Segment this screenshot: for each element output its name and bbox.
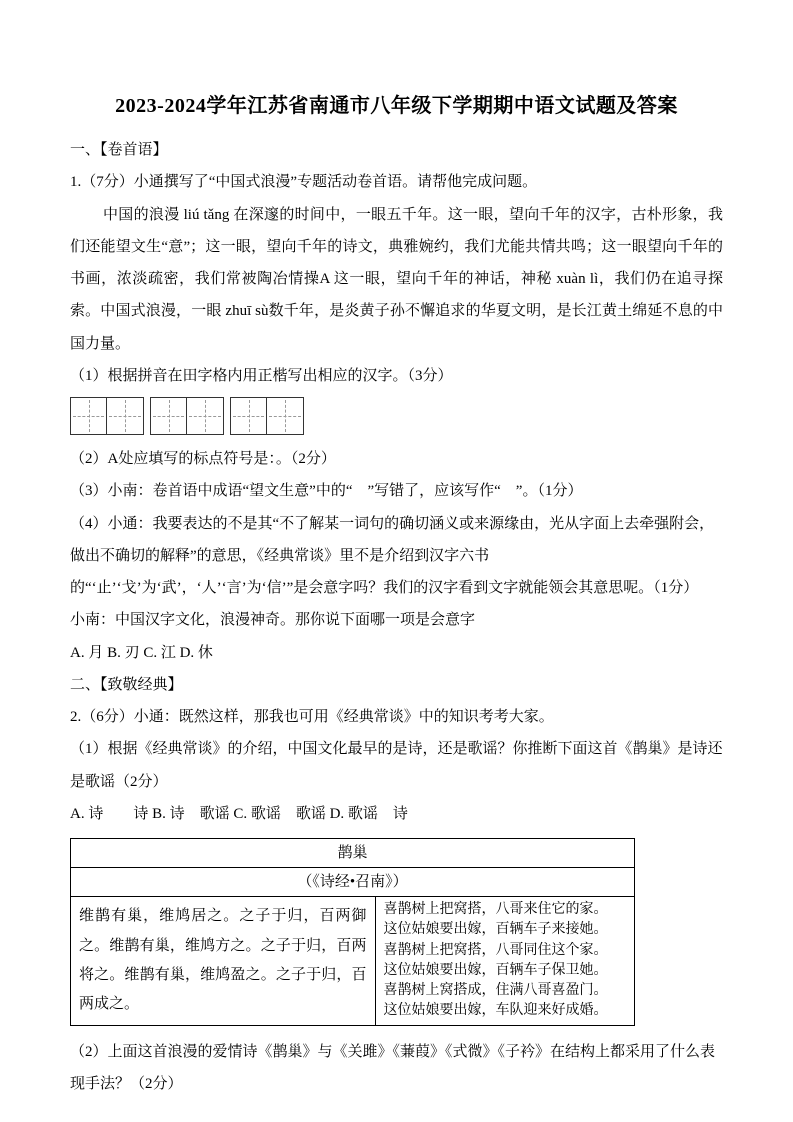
poem-table-body-row <box>71 897 635 1026</box>
section2-heading: 二、【致敬经典】 <box>70 676 183 693</box>
question1-passage: 中国的浪漫 liú tǎng 在深邃的时间中，一眼五千年。这一眼，望向千年的汉字，古朴形象，我们还能望文生“意”；这一眼，望向千年的诗文，典雅婉约，我们尤能共情共鸣；这一眼望向千年的书画，浓淡疏密，我们常被陶冶情操A 这一眼，望向千年的神话，神秘 xuàn lì，我们仍在追寻探索。中国式浪漫，一眼 zhuī sù数千年，是炎黄子孙不懈追求的华夏文明，是长江黄土绵延不息的中国力量。 <box>70 206 723 352</box>
translation-line: 这位姑娘要出嫁，百辆车子来接她。 <box>383 922 608 938</box>
poem-table <box>70 838 635 1026</box>
question2-options: A. 诗 诗 B. 诗 歌谣 C. 歌谣 歌谣 D. 歌谣 诗 <box>70 805 408 822</box>
section1-heading: 一、【卷首语】 <box>70 142 168 158</box>
writing-grid-cell <box>267 398 303 434</box>
question1-sub3: （3）小南：卷首语中成语“望文生意”中的“ ”写错了，应该写作“ ”。（1分） <box>70 483 583 500</box>
writing-grid-group <box>70 397 144 435</box>
poem-table-title-row <box>71 839 635 868</box>
writing-grid-cell <box>151 398 187 434</box>
translation-line: 喜鹊树上窝搭成，住满八哥喜盈门。 <box>383 983 608 999</box>
writing-grid-cell <box>107 398 143 434</box>
translation-line: 这位姑娘要出嫁，车队迎来好成婚。 <box>383 1003 608 1019</box>
question1-sub2: （2）A处应填写的标点符号是：。（2分） <box>70 451 336 467</box>
question1-xiaonan-line: 小南：中国汉字文化，浪漫神奇。那你说下面哪一项是会意字 <box>70 612 476 629</box>
question1-options: A. 月 B. 刃 C. 江 D. 休 <box>70 644 213 661</box>
question1-intro: 1.（7分）小通撰写了“中国式浪漫”专题活动卷首语。请帮他完成问题。 <box>70 174 538 191</box>
translation-line: 喜鹊树上把窝搭，八哥来住它的家。 <box>383 902 608 917</box>
writing-grid <box>70 397 723 435</box>
poem-source: （《诗经•召南》） <box>71 868 635 897</box>
question1-sub4: （4）小通：我要表达的不是其“不了解某一词句的确切涵义或来源缘由，光从字面上去牵强附会，做出不确切的解释”的意思，《经典常谈》里不是介绍到汉字六书的“‘止’‘戈’为‘武’，‘人’‘言’为‘信’”是会意字吗？我们的汉字看到文字就能领会其意思呢。（1分） <box>70 515 715 596</box>
page-title: 2023-2024学年江苏省南通市八年级下学期期中语文试题及答案 <box>115 95 678 117</box>
poem-table-source-row <box>71 868 635 897</box>
writing-grid-cell <box>71 398 107 434</box>
poem-original-text: 维鹊有巢，维鸠居之。之子于归，百两御之。维鹊有巢，维鸠方之。之子于归，百两将之。维鹊有巢，维鸠盈之。之子于归，百两成之。 <box>71 897 376 1026</box>
question2-intro: 2.（6分）小通：既然这样，那我也可用《经典常谈》中的知识考考大家。 <box>70 709 554 725</box>
translation-line: 喜鹊树上把窝搭，八哥同住这个家。 <box>383 942 608 958</box>
writing-grid-cell <box>187 398 223 434</box>
question1-sub1: （1）根据拼音在田字格内用正楷写出相应的汉字。（3分） <box>70 367 453 384</box>
writing-grid-cell <box>231 398 267 434</box>
question2-sub1: （1）根据《经典常谈》的介绍，中国文化最早的是诗，还是歌谣？你推断下面这首《鹊巢》是诗还是歌谣（2分） <box>70 741 723 790</box>
writing-grid-group <box>150 397 224 435</box>
writing-grid-group <box>230 397 304 435</box>
poem-translation <box>375 897 634 1026</box>
translation-line: 这位姑娘要出嫁，百辆车子保卫她。 <box>383 962 608 978</box>
poem-title: 鹊巢 <box>71 839 635 868</box>
question2-sub2: （2）上面这首浪漫的爱情诗《鹊巢》与《关雎》《蒹葭》《式微》《子衿》在结构上都采用了什么表现手法？（2分） <box>70 1043 716 1093</box>
